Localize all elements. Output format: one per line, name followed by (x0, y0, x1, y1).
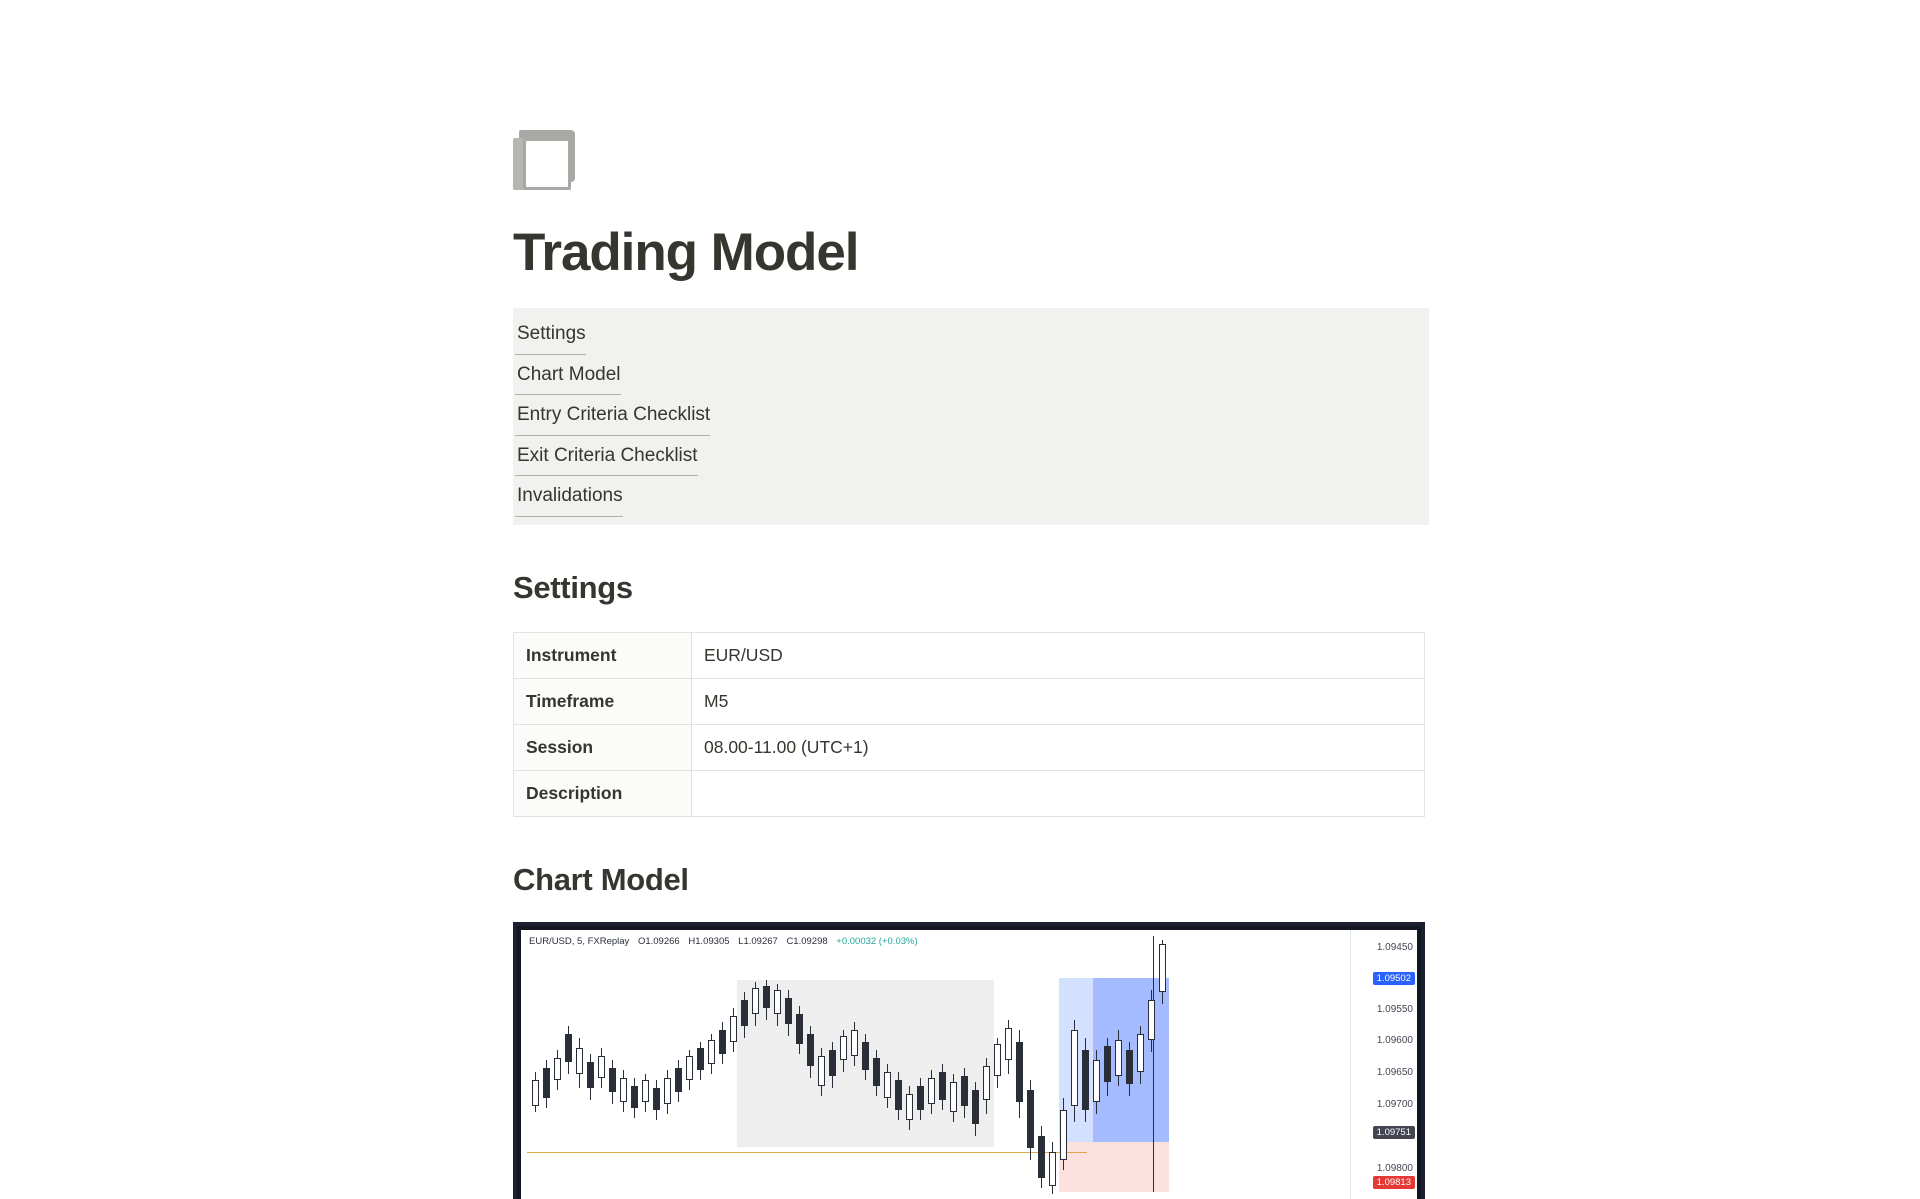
settings-key-description: Description (514, 771, 692, 817)
chart-candle (972, 1090, 979, 1124)
chart-legend-change: +0.00032 (+0.03%) (836, 936, 918, 948)
chart-candle (587, 1062, 594, 1088)
chart-candle (961, 1076, 968, 1106)
chart-candle (741, 1000, 748, 1026)
price-tick: 1.09650 (1376, 1067, 1413, 1079)
chart-candle (642, 1080, 649, 1102)
chart-candle (884, 1072, 891, 1098)
chart-candle (818, 1056, 825, 1086)
chart-candle (1104, 1046, 1111, 1082)
price-tag-stop: 1.09813 (1373, 1176, 1415, 1189)
chart-candle (631, 1086, 638, 1108)
settings-key-timeframe: Timeframe (514, 679, 692, 725)
chart-candle (708, 1040, 715, 1064)
chart-reference-line (527, 1152, 1087, 1153)
chart-candle (774, 990, 781, 1014)
chart-candle (653, 1088, 660, 1110)
chart-legend-symbol: EUR/USD, 5, FXReplay (529, 936, 630, 948)
settings-heading: Settings (513, 570, 633, 606)
price-tag-entry: 1.09502 (1373, 972, 1415, 985)
chart-candle (840, 1036, 847, 1060)
chart-legend-high: H1.09305 (688, 936, 730, 948)
toc-item-settings[interactable]: Settings (515, 314, 586, 355)
chart-candle (906, 1094, 913, 1120)
chart-candle (862, 1042, 869, 1070)
chart-candle (928, 1078, 935, 1104)
settings-value-timeframe[interactable]: M5 (692, 679, 1425, 725)
chart-canvas (521, 930, 1417, 1199)
chart-candle (719, 1030, 726, 1054)
book-icon-front (523, 138, 571, 190)
chart-candle (1126, 1050, 1133, 1084)
chart-legend (529, 936, 918, 947)
chart-legend-low: L1.09267 (738, 936, 778, 948)
chart-legend-open: O1.09266 (637, 936, 680, 948)
chart-candle (1082, 1050, 1089, 1110)
page-content (513, 0, 1429, 1199)
chart-candle (873, 1058, 880, 1086)
chart-candle (576, 1048, 583, 1074)
chart-candle (763, 986, 770, 1008)
chart-candle (675, 1068, 682, 1092)
chart-candle (554, 1058, 561, 1080)
table-row (514, 633, 1425, 679)
chart-candle (1093, 1060, 1100, 1102)
chart-candle (1071, 1030, 1078, 1106)
chart-candle (1038, 1136, 1045, 1178)
chart-candle (609, 1068, 616, 1092)
table-row (514, 679, 1425, 725)
price-tick: 1.09600 (1376, 1035, 1413, 1047)
settings-key-session: Session (514, 725, 692, 771)
toc-item-invalidations[interactable]: Invalidations (515, 476, 623, 517)
toc-item-entry-criteria-checklist[interactable]: Entry Criteria Checklist (515, 395, 710, 436)
chart-candle (532, 1080, 539, 1106)
chart-candle (1016, 1042, 1023, 1102)
chart-candle (1137, 1034, 1144, 1072)
chart-session-divider (1153, 936, 1154, 1192)
chart-candle (796, 1014, 803, 1044)
price-tick: 1.09550 (1376, 1004, 1413, 1016)
chart-candle (1049, 1152, 1056, 1186)
chart-candle (1027, 1090, 1034, 1148)
chart-candle (851, 1030, 858, 1056)
chart-candle (1159, 944, 1166, 992)
settings-value-instrument[interactable]: EUR/USD (692, 633, 1425, 679)
price-tag-last: 1.09751 (1373, 1126, 1415, 1139)
table-row (514, 771, 1425, 817)
chart-candle (807, 1034, 814, 1066)
book-icon (513, 128, 579, 194)
chart-image[interactable] (513, 922, 1425, 1199)
price-tick: 1.09450 (1376, 942, 1413, 954)
chart-candle (620, 1078, 627, 1102)
chart-candle (686, 1056, 693, 1080)
chart-model-heading: Chart Model (513, 862, 689, 898)
chart-legend-close: C1.09298 (786, 936, 828, 948)
chart-candle (950, 1082, 957, 1112)
chart-candle (983, 1066, 990, 1100)
table-of-contents (513, 308, 1429, 525)
price-tick: 1.09800 (1376, 1163, 1413, 1175)
chart-candle (1148, 1000, 1155, 1040)
chart-candle (697, 1048, 704, 1070)
chart-candle (730, 1016, 737, 1042)
chart-price-axis[interactable] (1350, 930, 1417, 1199)
chart-candle (752, 988, 759, 1014)
chart-candle (565, 1034, 572, 1062)
settings-value-session[interactable]: 08.00-11.00 (UTC+1) (692, 725, 1425, 771)
chart-candle (598, 1056, 605, 1078)
chart-candle (1060, 1110, 1067, 1160)
settings-value-description[interactable] (692, 771, 1425, 817)
chart-candle (1115, 1040, 1122, 1076)
toc-item-chart-model[interactable]: Chart Model (515, 355, 621, 396)
table-row (514, 725, 1425, 771)
chart-candle (829, 1050, 836, 1076)
chart-candle (1005, 1028, 1012, 1060)
chart-candle (664, 1078, 671, 1104)
chart-candle (917, 1086, 924, 1110)
toc-item-exit-criteria-checklist[interactable]: Exit Criteria Checklist (515, 436, 698, 477)
settings-table (513, 632, 1425, 817)
chart-candle (939, 1072, 946, 1100)
chart-candle (895, 1080, 902, 1110)
chart-candle (994, 1044, 1001, 1076)
price-tick: 1.09700 (1376, 1099, 1413, 1111)
chart-candle (785, 998, 792, 1024)
settings-key-instrument: Instrument (514, 633, 692, 679)
chart-candle (543, 1068, 550, 1098)
page-title: Trading Model (513, 223, 859, 282)
